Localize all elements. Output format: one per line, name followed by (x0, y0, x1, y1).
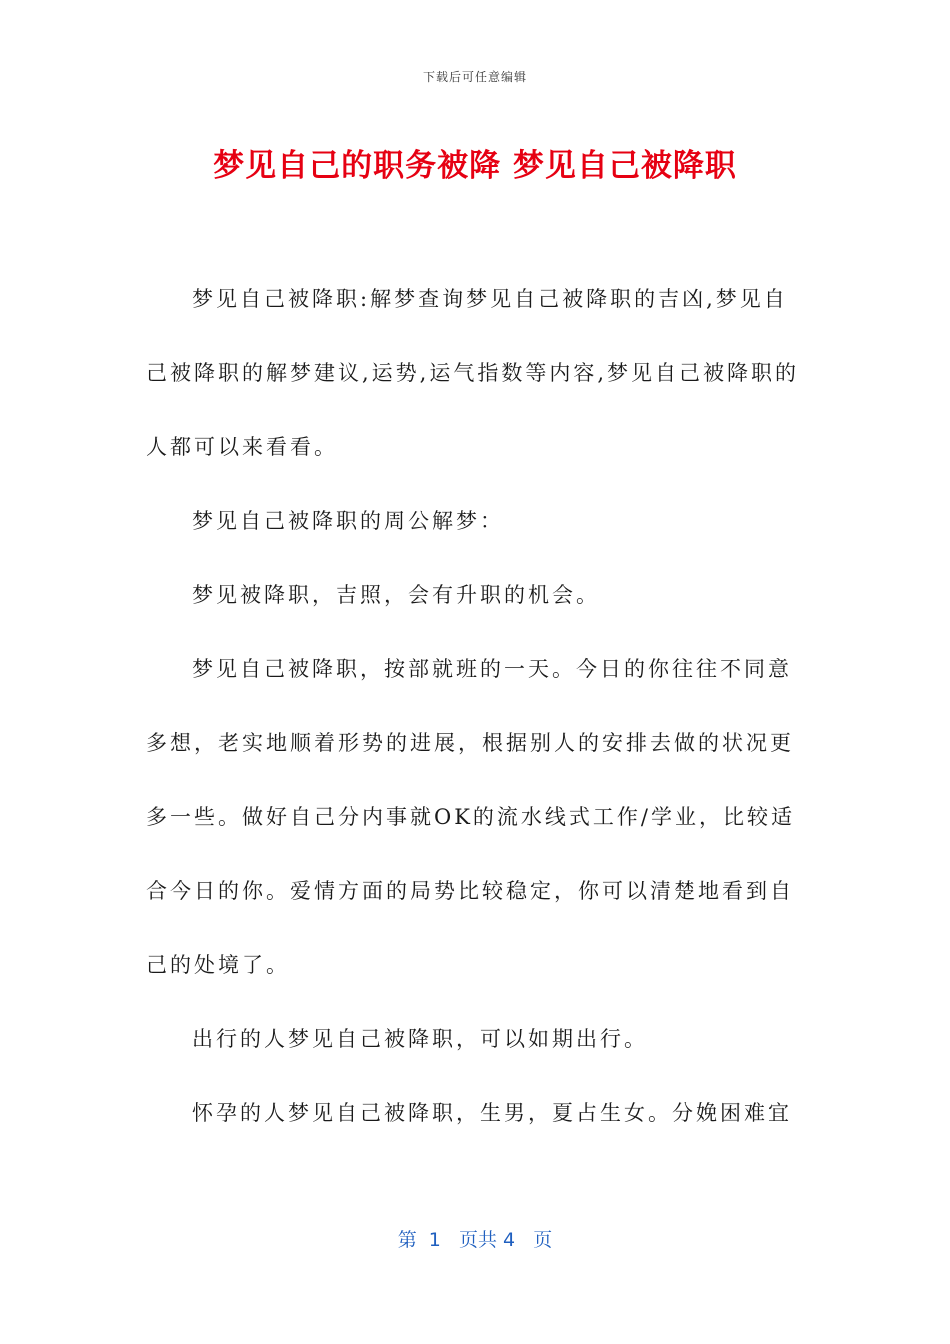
document-body (146, 262, 806, 1150)
document-title: 梦见自己的职务被降 梦见自己被降职 (213, 148, 737, 184)
paragraph: 梦见自己被降职的周公解梦： (192, 509, 504, 533)
paragraph: 梦见自己被降职:解梦查询梦见自己被降职的吉凶,梦见自己被降职的解梦建议,运势,运气指数等内容,梦见自己被降职的人都可以来看看。 (146, 287, 800, 459)
header-note: 下载后可任意编辑 (422, 70, 527, 84)
paragraph: 怀孕的人梦见自己被降职，生男，夏占生女。分娩困难宜 (192, 1101, 792, 1125)
paragraph: 梦见自己被降职，按部就班的一天。今日的你往往不同意多想，老实地顺着形势的进展，根据别人的安排去做的状况更多一些。做好自己分内事就OK的流水线式工作/学业，比较适合今日的你。爱情方面的局势比较稳定，你可以清楚地看到自己的处境了。 (146, 657, 795, 977)
paragraph: 出行的人梦见自己被降职，可以如期出行。 (192, 1027, 648, 1051)
page-number: 第 1 页共 4 页 (397, 1229, 553, 1251)
paragraph: 梦见被降职，吉照，会有升职的机会。 (192, 583, 600, 607)
